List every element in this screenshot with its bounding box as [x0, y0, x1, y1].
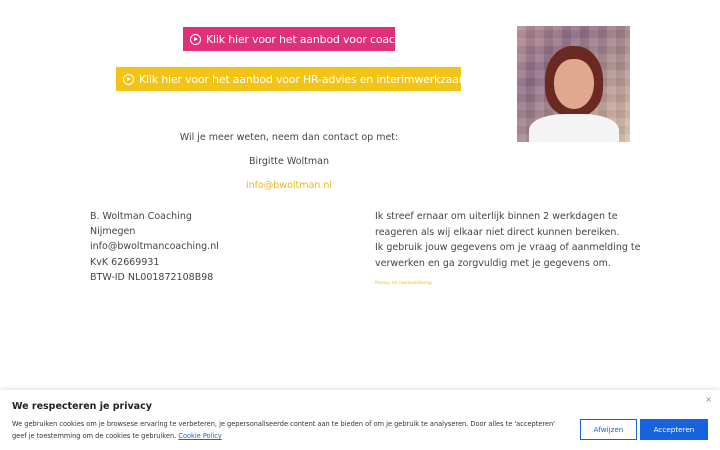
portrait-photo — [517, 26, 630, 142]
cookie-message: We gebruiken cookies om je browsese ervaring te verbeteren, je gepersonaliseerde content aan te bieden of om je gebruik te analyseren. Door alles te 'accepteren' geef je toestemming om de cookies te gebruiken. — [12, 420, 555, 440]
response-promise — [375, 209, 645, 291]
company-details — [90, 209, 219, 285]
close-icon[interactable]: × — [705, 395, 712, 404]
response-paragraph: Ik streef ernaar om uiterlijk binnen 2 werkdagen te reageren als wij elkaar niet direct kunnen bereiken. — [375, 211, 620, 238]
cookie-title: We respecteren je privacy — [12, 401, 152, 412]
reject-cookies-button[interactable]: Afwijzen — [580, 419, 637, 440]
play-circle-icon — [190, 34, 201, 45]
coaching-offer-label: Klik hier voor het aanbod voor coaching — [206, 32, 418, 46]
hr-offer-label: Klik hier voor het aanbod voor HR-advies en interimwerkzaamheden — [139, 72, 503, 86]
play-circle-icon — [123, 74, 134, 85]
company-name: B. Woltman Coaching — [90, 211, 192, 222]
accept-cookies-button[interactable]: Accepteren — [640, 419, 708, 440]
cookie-policy-link[interactable]: Cookie Policy — [178, 432, 222, 440]
coaching-offer-button[interactable] — [183, 27, 418, 51]
contact-name: Birgitte Woltman — [249, 156, 329, 167]
company-kvk: KvK 62669931 — [90, 256, 160, 268]
contact-email-link[interactable]: info@bwoltman.nl — [245, 180, 333, 191]
company-email: info@bwoltmancoaching.nl — [90, 241, 219, 253]
company-vat: BTW-ID NL001872108B98 — [90, 271, 214, 283]
privacy-policy-link[interactable]: Privacy- en cookieverklaring — [375, 280, 432, 285]
contact-intro: Wil je meer weten, neem dan contact op met: — [179, 132, 399, 143]
company-city: Nijmegen — [90, 226, 136, 238]
privacy-paragraph: Ik gebruik jouw gegevens om je vraag of aanmelding te verwerken en ga zorgvuldig met je gegevens om. — [375, 242, 641, 269]
hr-offer-button[interactable] — [116, 67, 503, 91]
cookie-banner — [0, 390, 720, 450]
cookie-text — [12, 418, 568, 442]
